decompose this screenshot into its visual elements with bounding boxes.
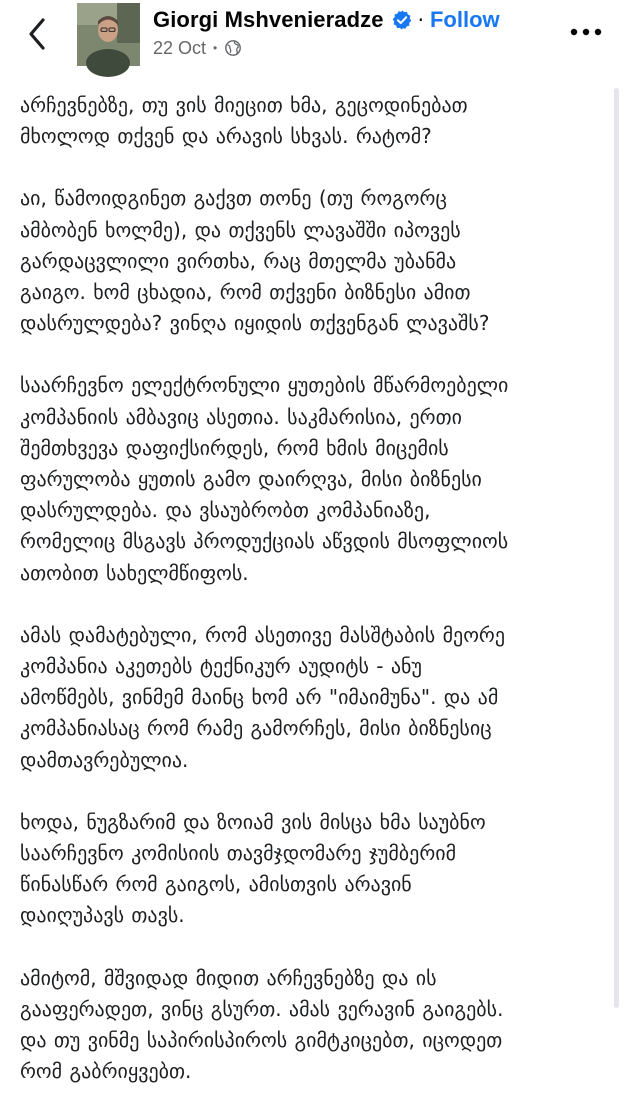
post-text — [20, 90, 610, 1118]
avatar[interactable] — [77, 3, 140, 66]
verified-badge-icon — [391, 9, 413, 31]
post-header — [0, 0, 625, 78]
post-paragraph: ხოდა, ნუგზარიმ და ზოიამ ვის მისცა ხმა საუბნო საარჩევნო კომისიის თავმჯდომარე ჯუმბერიმ წინასწარ რომ გაიგოს, ამისთვის არავინ დაიღუპავს თავს. — [20, 809, 486, 928]
more-options-button[interactable] — [566, 22, 606, 42]
author-row — [153, 5, 500, 35]
author-name[interactable]: Giorgi Mshvenieradze — [153, 7, 384, 32]
avatar-photo — [77, 3, 140, 66]
post-paragraph: არჩევნებზე, თუ ვის მიეცით ხმა, გეცოდინებათ მხოლოდ თქვენ და არავის სხვას. რატომ? — [20, 93, 468, 149]
scrollbar[interactable] — [614, 88, 619, 1008]
post-paragraph: აი, წამოიდგინეთ გაქვთ თონე (თუ როგორც ამბობენ ხოლმე), და თქვენს ლავაშში იპოვეს გარდაცვლილი ვირთხა, რაც მთელმა უბანმა გაიგო. ხომ ცხადია, რომ თქვენი ბიზნესი ამით დასრულდება? ვინღა იყიდის თქვენგან ლავაშს? — [20, 186, 490, 336]
meta-separator: • — [213, 41, 218, 55]
globe-icon[interactable] — [224, 39, 242, 57]
post-paragraph: საარჩევნო ელექტრონული ყუთების მწარმოებელი კომპანიის ამბავიც ასეთია. საკმარისია, ერთი შემთხვევა დაფიქსირდეს, რომ ხმის მიცემის ფარულობა ყუთის გამო დაირღვა, მისი ბიზნესი დასრულდება. და ვსაუბრობთ კომპანიაზე, რომელიც მსგავს პროდუქციას აწვდის მსოფლიოს ათობით სახელმწიფოს. — [20, 373, 509, 585]
post-date[interactable]: 22 Oct — [153, 37, 207, 58]
follow-button[interactable]: Follow — [429, 7, 500, 32]
back-button[interactable] — [22, 14, 56, 54]
more-horizontal-icon — [566, 22, 606, 42]
chevron-left-icon — [22, 14, 56, 54]
separator-dot: · — [417, 8, 424, 32]
post-paragraph: ამას დამატებული, რომ ასეთივე მასშტაბის მეორე კომპანია აკეთებს ტექნიკურ აუდიტს - ანუ ამოწმებს, ვინმემ მაინც ხომ არ "იმაიმუნა". და ამ კომპანიასაც რომ რამე გამორჩეს, მისი ბიზნესიც დამთავრებულია. — [20, 622, 505, 772]
post-paragraph: ამიტომ, მშვიდად მიდით არჩევნებზე და ის გააფერადეთ, ვინც გსურთ. ამას ვერავინ გაიგებს. და თუ ვინმე საპირისპიროს გიმტკიცებთ, იცოდეთ რომ გაბრიყვებთ. — [20, 965, 504, 1084]
post-meta — [153, 37, 242, 59]
